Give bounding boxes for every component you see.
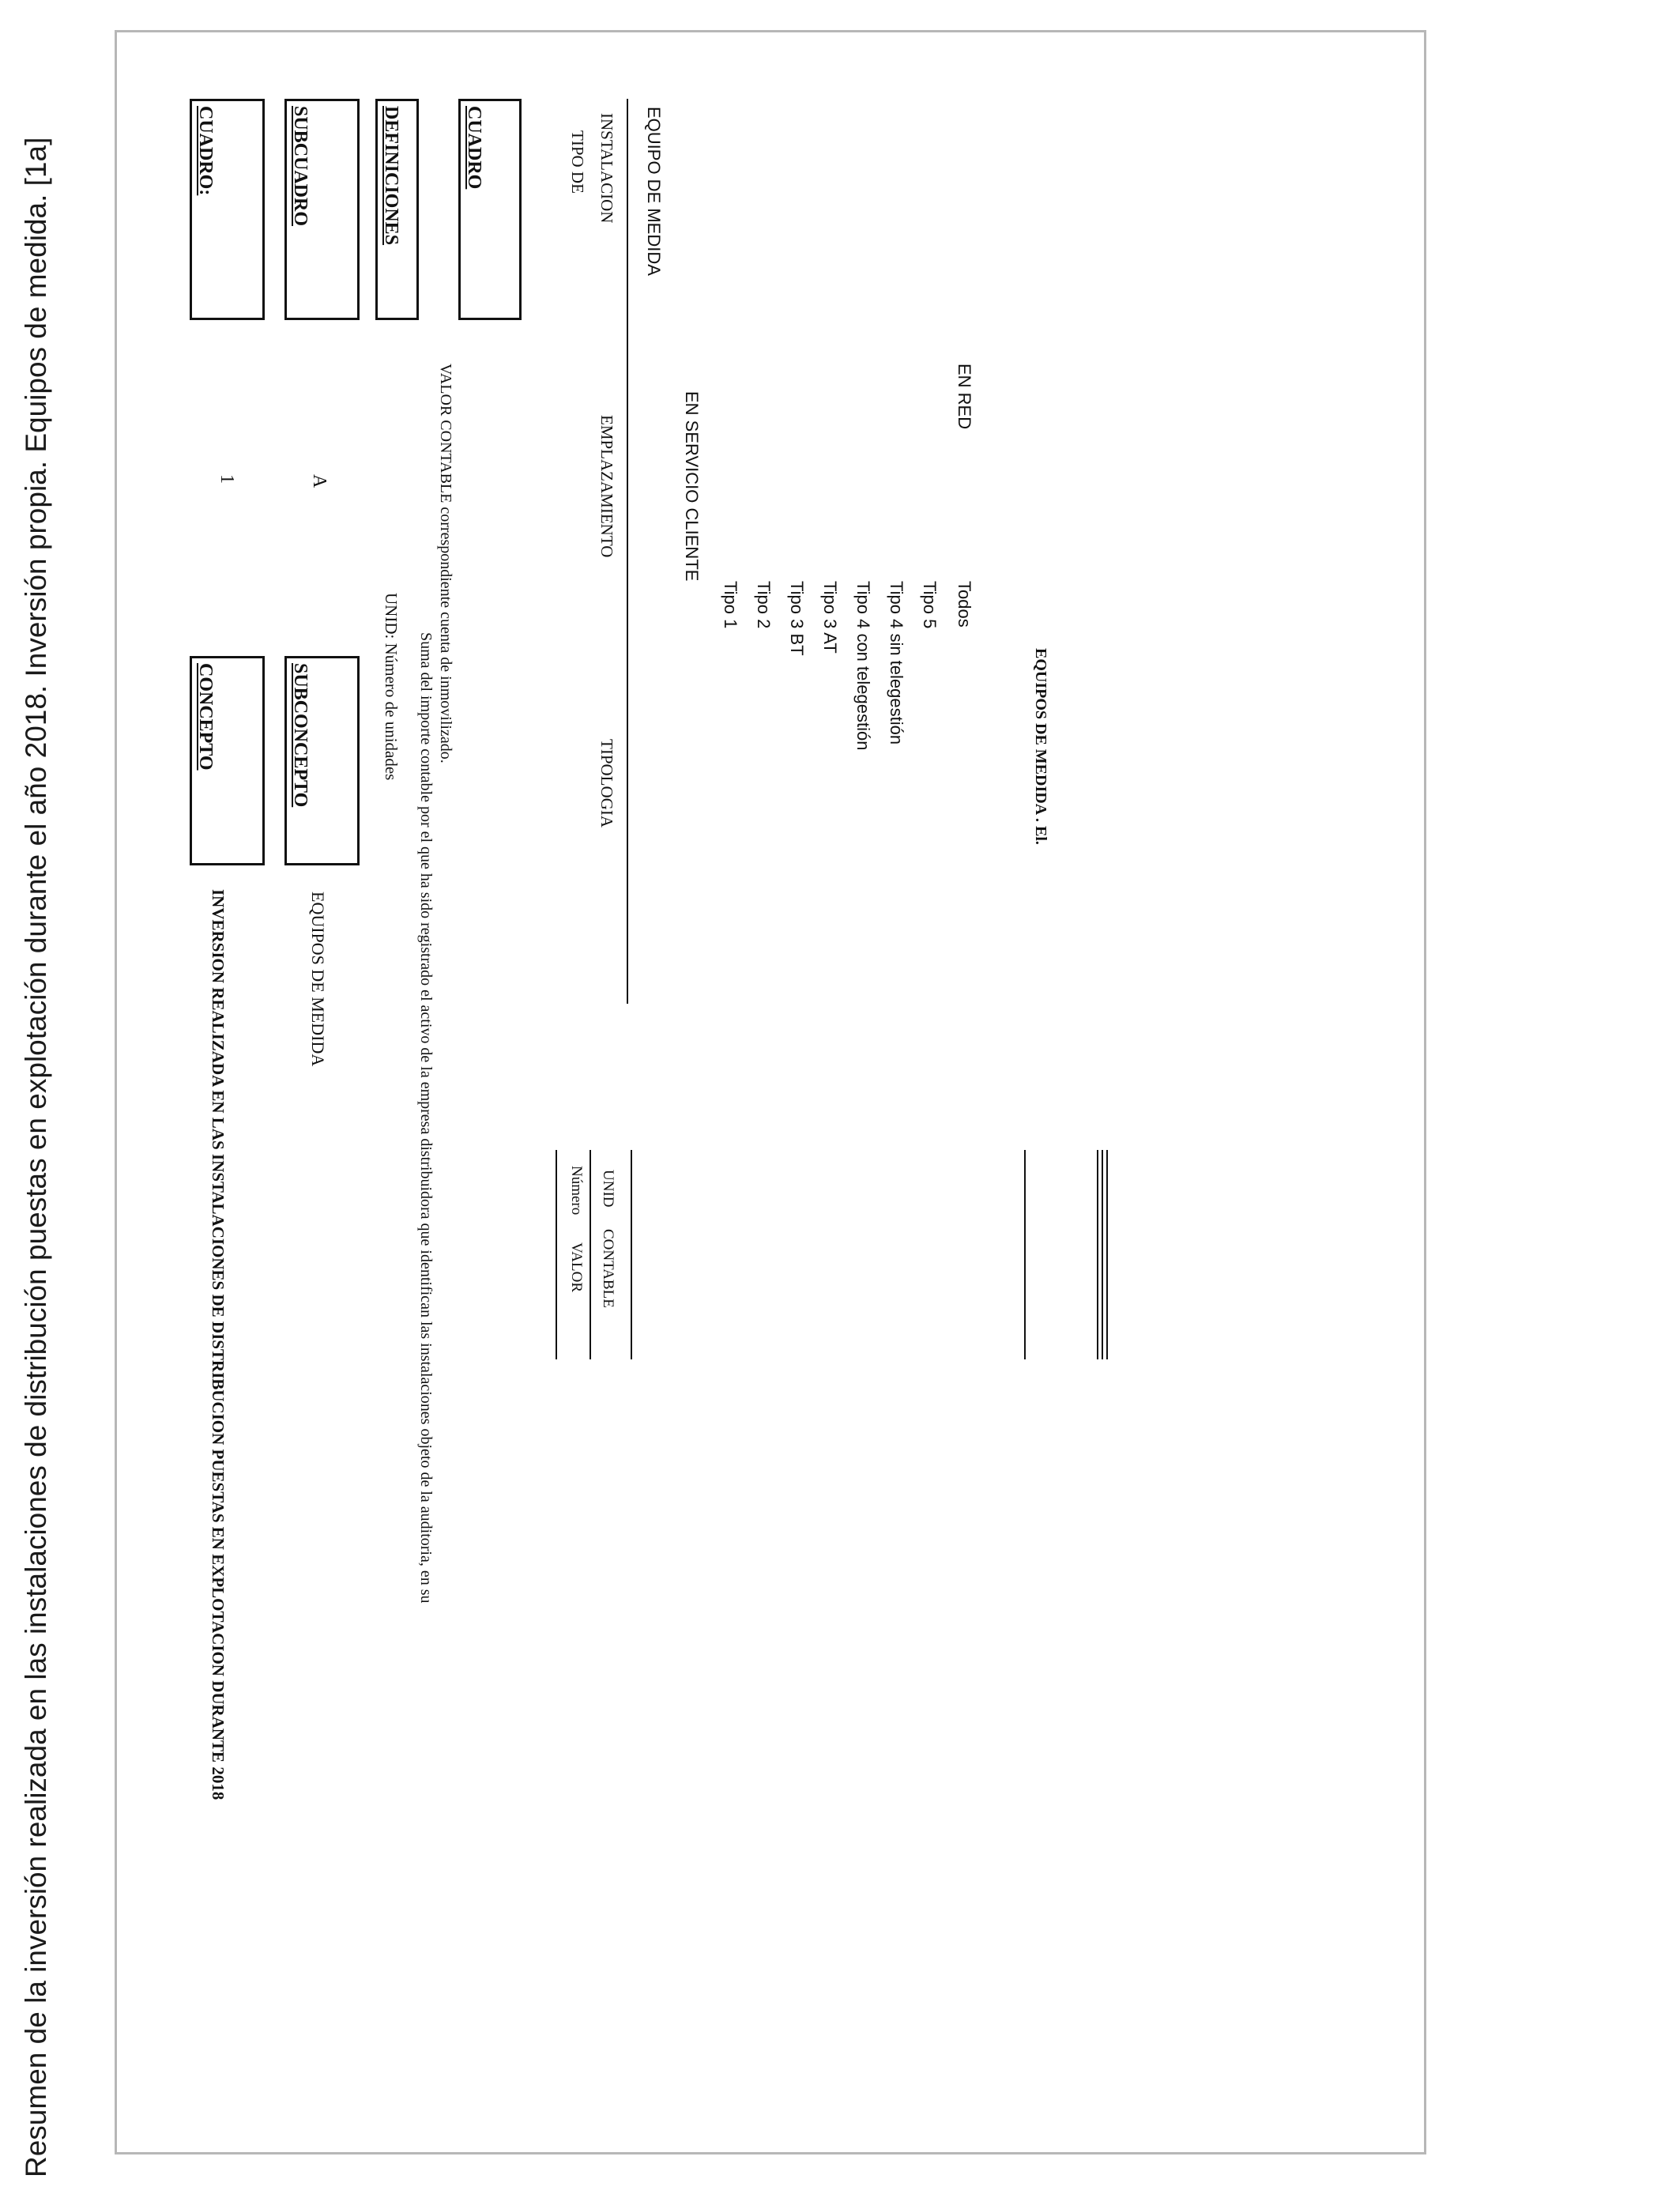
header-contable: CONTABLE (600, 1229, 616, 1308)
concepto-label: CONCEPTO (195, 663, 216, 771)
cuadro-label: CUADRO: (195, 106, 216, 196)
definiciones-label: DEFINICIONES (381, 106, 401, 246)
row-tipo-3at: Tipo 3 AT (820, 581, 840, 654)
subcuadro-label: SUBCUADRO (290, 106, 311, 227)
header-rule-top (556, 1150, 557, 1359)
total-single-rule (1024, 1150, 1026, 1359)
row-todos: Todos (955, 581, 974, 628)
header-rule-right (631, 1150, 632, 1359)
row-tipo-5: Tipo 5 (920, 581, 940, 629)
header-numero: Número (568, 1166, 585, 1216)
cuadro-label-box (190, 99, 265, 320)
row-en-red: EN RED (955, 364, 974, 430)
def-valor-prefix: VALOR CONTABLE (437, 364, 454, 503)
row-servicio-cliente: EN SERVICIO CLIENTE (682, 391, 702, 582)
def-unid: UNID: Número de unidades (382, 593, 401, 781)
subconcepto-value: EQUIPOS DE MEDIDA (308, 892, 328, 1067)
def-valor-line1: Suma del importe contable por el que ha sido registrado el activo de la empresa distribuidora que identifican las instalaciones objeto de la auditoria, en su (417, 632, 435, 1604)
cuadro-number: 1 (217, 474, 237, 484)
total-label: EQUIPOS DE MEDIDA . El. (1032, 648, 1049, 845)
total-double-rule-2 (1102, 1150, 1103, 1359)
header-rule-mid (590, 1150, 591, 1359)
cuadro2-label: CUADRO (464, 106, 484, 190)
row-tipo-1: Tipo 1 (721, 581, 740, 629)
header-emplazamiento: EMPLAZAMIENTO (597, 415, 616, 558)
row-equipo-medida: EQUIPO DE MEDIDA (644, 107, 664, 276)
subconcepto-label-box (284, 656, 360, 865)
page-caption: Resumen de la inversión realizada en las instalaciones de distribución puestas en explotación durante el año 2018. Inversión propia. Equipos de medida. [1a] (20, 137, 52, 2177)
definiciones-label-box (375, 99, 419, 320)
header-tipo-line2: INSTALACION (597, 113, 616, 224)
row-tipo-3bt: Tipo 3 BT (787, 581, 807, 656)
subcuadro-label-box (284, 99, 360, 320)
row-tipo-4-con: Tipo 4 con telegestión (853, 581, 873, 751)
form-page (111, 28, 1422, 2122)
header-tipologia: TIPOLOGIA (597, 739, 616, 827)
cuadro2-label-box (458, 99, 522, 320)
def-valor-line2: correspondiente cuenta de inmovilizado. (437, 507, 454, 763)
row-tipo-4-sin: Tipo 4 sin telegestión (887, 581, 906, 745)
total-double-rule-3 (1106, 1150, 1108, 1359)
concepto-label-box (190, 656, 265, 865)
header-rule-left (627, 99, 628, 1004)
concepto-title: INVERSION REALIZADA EN LAS INSTALACIONES DE DISTRIBUCION PUESTAS EN EXPLOTACION DURANTE 2018 (209, 889, 228, 1800)
subconcepto-label: SUBCONCEPTO (290, 663, 311, 808)
header-tipo-line1: TIPO DE (568, 130, 587, 194)
header-valor: VALOR (568, 1242, 585, 1292)
subcuadro-value: A (309, 474, 330, 488)
def-valor-label (436, 364, 454, 763)
header-unid: UNID (600, 1170, 616, 1208)
row-tipo-2: Tipo 2 (754, 581, 774, 629)
total-double-rule-1 (1097, 1150, 1098, 1359)
